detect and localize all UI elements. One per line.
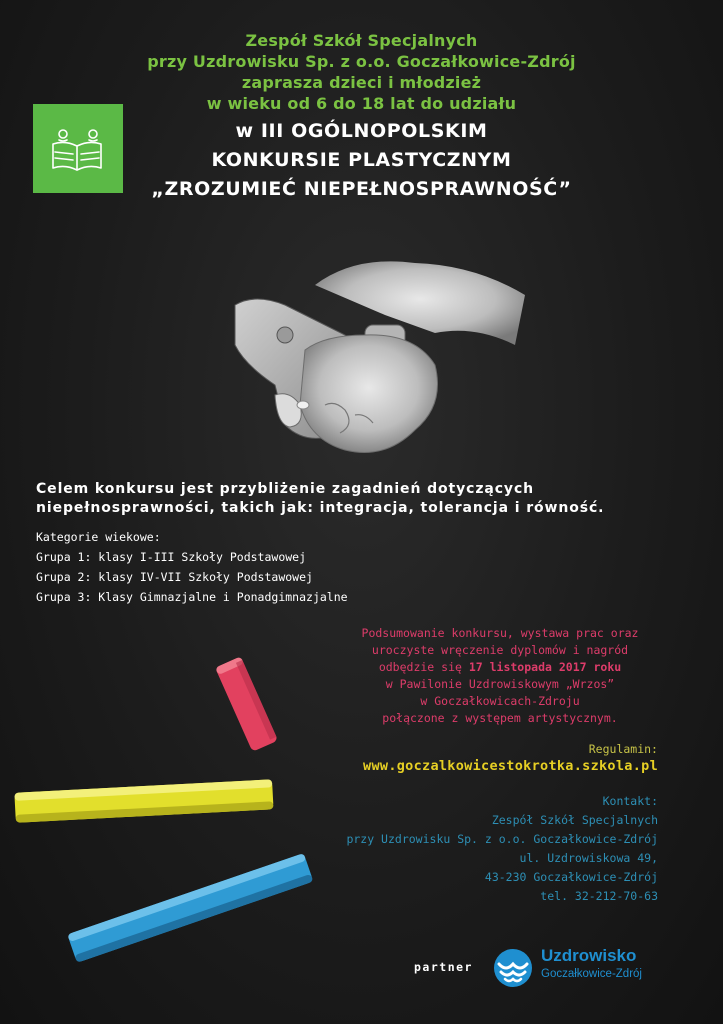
contact-line: 43-230 Goczałkowice-Zdrój: [484, 870, 658, 884]
age-categories: [36, 527, 456, 607]
summary-line: uroczyste wręczenie dyplomów i nagród: [371, 643, 629, 657]
contact-line: tel. 32-212-70-63: [540, 889, 658, 903]
intro-line: niepełnosprawności, takich jak: integracja, tolerancja i równość.: [36, 500, 605, 516]
rules-label: Regulamin:: [588, 742, 658, 756]
handshake-illustration: [215, 255, 535, 475]
contact-block: [300, 792, 658, 906]
school-logo: [33, 104, 123, 193]
intro-line: Celem konkursu jest przybliżenie zagadnień dotyczących: [36, 481, 535, 497]
categories-heading: Kategorie wiekowe:: [36, 530, 161, 544]
title-line: w III OGÓLNOPOLSKIM: [235, 120, 488, 142]
title-line: „ZROZUMIEĆ NIEPEŁNOSPRAWNOŚĆ”: [151, 178, 572, 200]
event-summary: [300, 625, 700, 727]
category-item: Grupa 2: klasy IV-VII Szkoły Podstawowej: [36, 570, 313, 584]
invite-line: zaprasza dzieci i młodzież: [241, 73, 482, 92]
organizer-line: Zespół Szkół Specjalnych: [245, 31, 478, 50]
contact-line: przy Uzdrowisku Sp. z o.o. Goczałkowice-Zdrój: [346, 832, 658, 846]
partner-subtitle: Goczałkowice-Zdrój: [541, 968, 642, 980]
website-link[interactable]: www.goczalkowicestokrotka.szkola.pl: [363, 758, 658, 774]
category-item: Grupa 3: Klasy Gimnazjalne i Ponadgimnazjalne: [36, 590, 348, 604]
age-line: w wieku od 6 do 18 lat do udziału: [206, 94, 517, 113]
chalk-blue: [60, 845, 320, 970]
contact-line: Zespół Szkół Specjalnych: [491, 813, 658, 827]
summary-line: Podsumowanie konkursu, wystawa prac oraz: [361, 626, 639, 640]
uzdrowisko-logo-icon: [491, 948, 535, 988]
summary-line: w Pawilonie Uzdrowiskowym „Wrzos”: [385, 677, 615, 691]
summary-line: połączone z występem artystycznym.: [382, 711, 618, 725]
summary-line: w Goczałkowicach-Zdroju: [420, 694, 580, 708]
book-logo-icon: [33, 104, 123, 193]
category-item: Grupa 1: klasy I-III Szkoły Podstawowej: [36, 550, 307, 564]
partner-label: partner: [414, 960, 473, 974]
contact-line: ul. Uzdrowiskowa 49,: [519, 851, 658, 865]
title-line: KONKURSIE PLASTYCZNYM: [211, 149, 512, 171]
partner-name: Uzdrowisko: [541, 946, 637, 965]
event-date: 17 listopada 2017 roku: [468, 660, 622, 674]
contact-label: Kontakt:: [602, 794, 658, 808]
organizer-line: przy Uzdrowisku Sp. z o.o. Goczałkowice-Zdrój: [147, 52, 576, 71]
summary-line: [300, 659, 700, 676]
contest-purpose: [36, 480, 696, 518]
chalk-yellow: [10, 774, 280, 830]
summary-prefix: odbędzie się: [378, 660, 469, 674]
chalk-pink: [200, 650, 295, 760]
